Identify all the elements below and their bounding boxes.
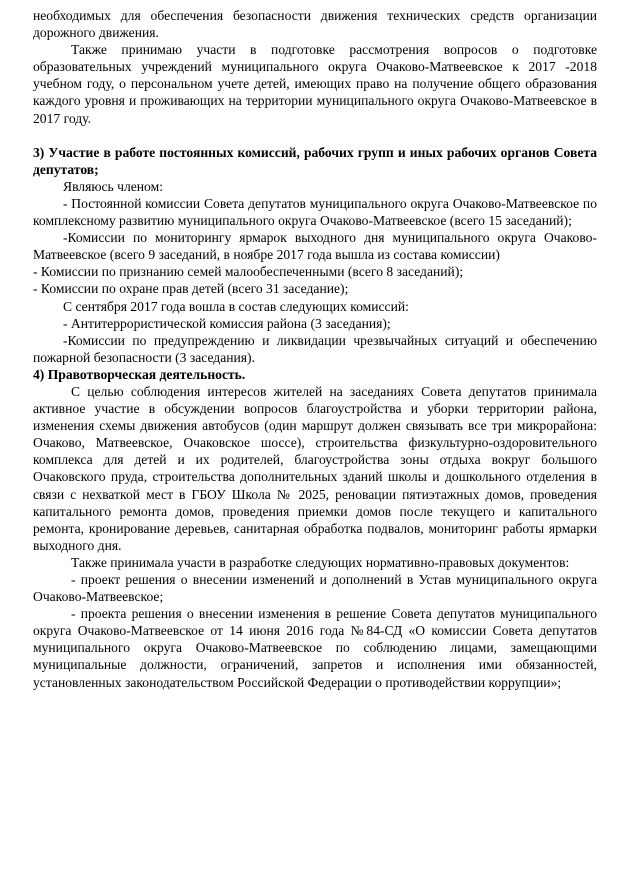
since-september-note: С сентября 2017 года вошла в состав следующих комиссий: [63,298,409,314]
list-item-anti-corruption-decision: - проекта решения о внесении изменения в решение Совета депутатов муниципального округа Очаково-Матвеевское от 14 июня 2016 года №84-СД «О комиссии Совета депутатов муниципального округа Очаково-Матвеевское по соблюдению лицами, замещающими муниципальные должности, ограничений, запретов и исполнения ими обязанностей, установленных законодательством Российской Федерации о противодействии коррупции»; [33,606,597,690]
paragraph-normative-documents: Также принимала участи в разработке следующих нормативно-правовых документов: [71,554,570,570]
member-intro: Являюсь членом: [63,178,163,194]
paragraph-council-participation: С целью соблюдения интересов жителей на заседаниях Совета депутатов принимала активное участие в обсуждении вопросов благоустройства и уборки территории района, изменения схемы движения автобусов (один маршрут должен связывать все три микрорайона: Очаково, Матвеевское, Очаковское шоссе), строительства физкультурно-оздоровительного комплекса для детей и их родителей, благоустройства зоны отдыха вокруг большого Очаковского пруда, строительства дополнительных зданий школы и дошкольного отделения в связи с нехваткой мест в ГБОУ Школа № 2025, реновации пятиэтажных домов, проведения капитального ремонта домов, проведения приемки домов после текущего и капитального ремонта, кронирование деревьев, санитарная обработка подвалов, мониторинг работы ярмарки выходного дня. [33,383,597,553]
section-heading-4: 4) Правотворческая деятельность. [33,366,246,382]
paragraph-traffic-safety: необходимых для обеспечения безопасности движения технических средств организации дорожного движения. [33,8,597,41]
document-body [33,7,597,691]
list-item-charter-amendments: - проект решения о внесении изменений и дополнений в Устав муниципального округа Очаково-Матвеевское; [33,572,597,605]
list-item-fair-monitoring: -Комиссии по мониторингу ярмарок выходного дня муниципального округа Очаково-Матвеевское (всего 9 заседаний, в ноябре 2017 года вышла из состава комиссии) [33,230,597,263]
list-item-low-income: - Комиссии по признанию семей малообеспеченными (всего 8 заседаний); [33,264,464,280]
paragraph-education-preparation: Также принимаю участи в подготовке рассмотрения вопросов о подготовке образовательных учреждений муниципального округа Очаково-Матвеевское к 2017 -2018 учебном году, о персональном учете детей, имеющих право на получение общего образования каждого уровня и проживающих на территории муниципального округа Очаково-Матвеевское в 2017 году. [33,42,597,126]
paragraph-spacer [33,127,597,144]
list-item-emergency: -Комиссии по предупреждению и ликвидации чрезвычайных ситуаций и обеспечению пожарной безопасности (3 заседания). [33,332,597,365]
section-heading-3: 3) Участие в работе постоянных комиссий, рабочих групп и иных рабочих органов Совета депутатов; [33,144,597,177]
list-item-antiterror: - Антитеррористической комиссия района (3 заседания); [63,315,391,331]
list-item-standing-commission: - Постоянной комиссии Совета депутатов муниципального округа Очаково-Матвеевское по комплексному развитию муниципального округа Очаково-Матвеевское (всего 15 заседаний); [33,195,597,229]
list-item-child-rights: - Комиссии по охране прав детей (всего 31 заседание); [33,281,349,297]
